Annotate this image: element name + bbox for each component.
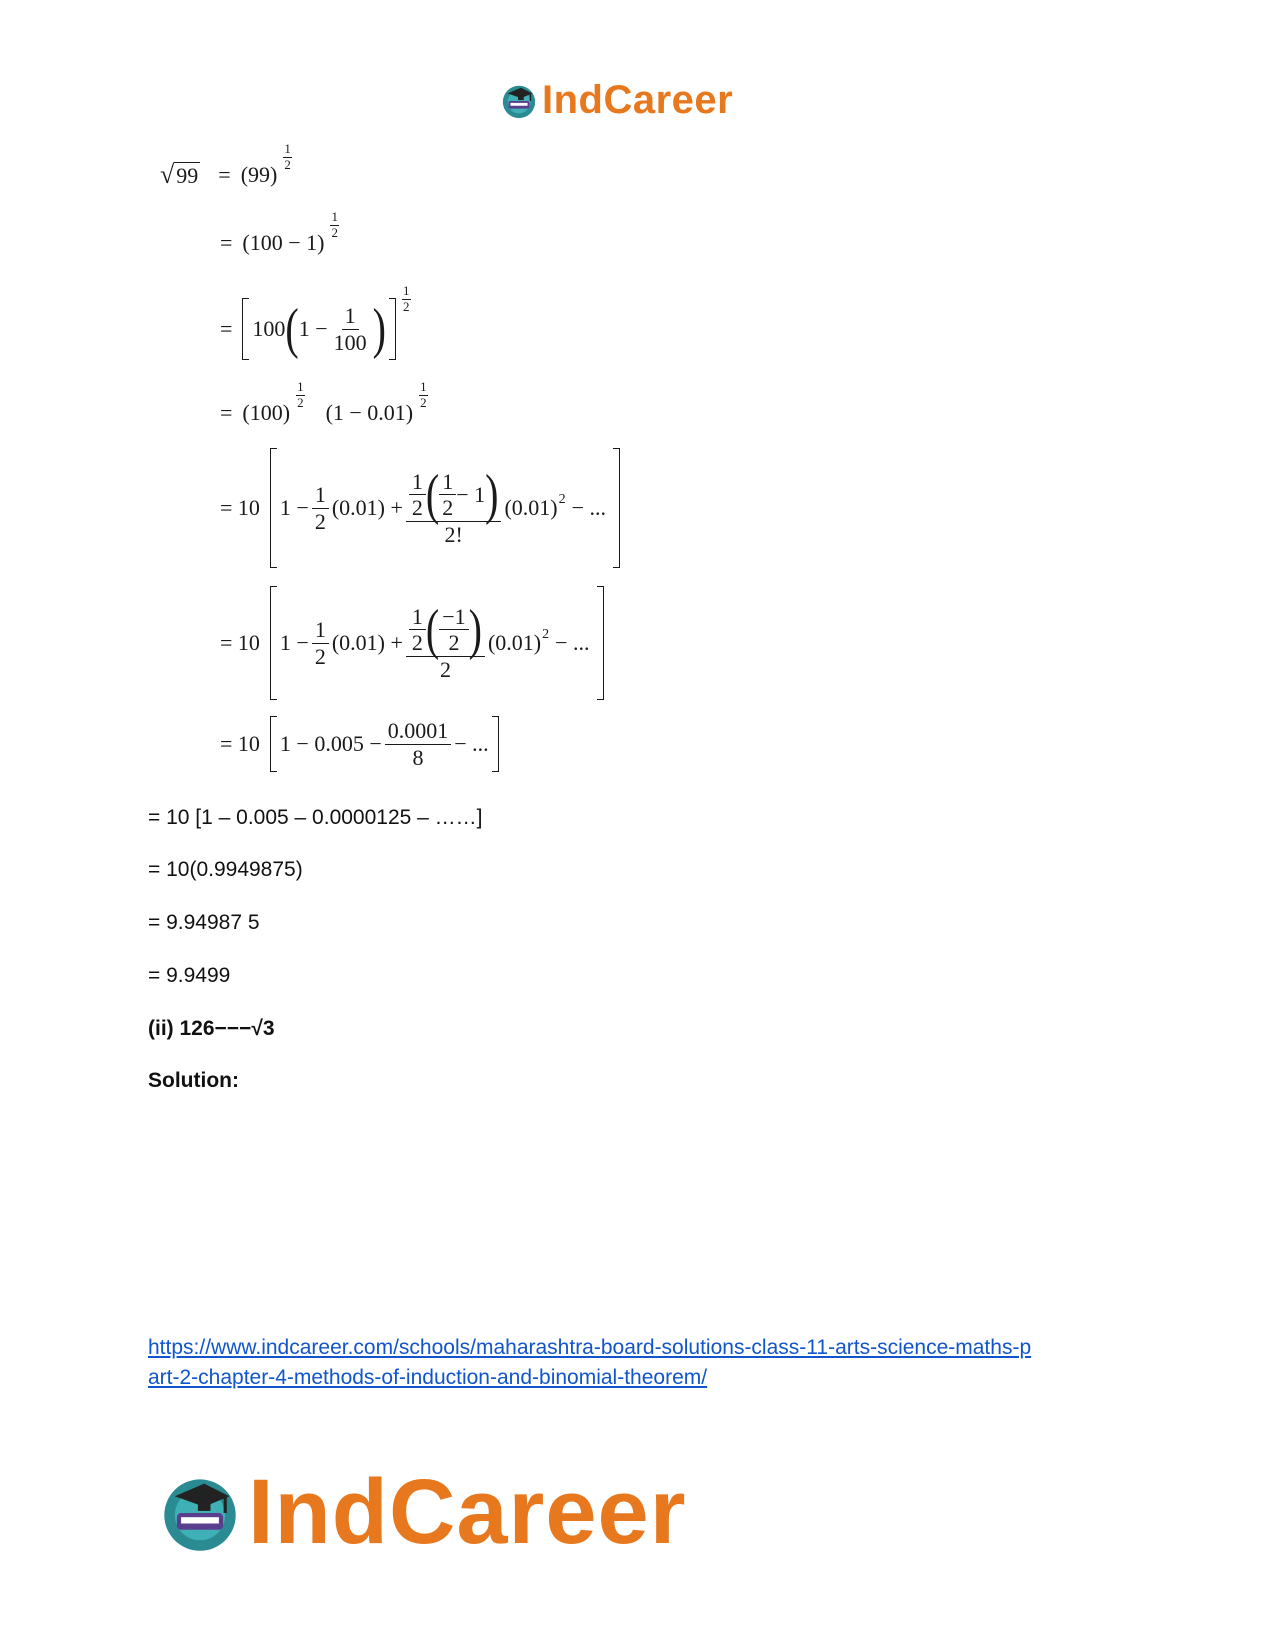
- brand-name-large: IndCareer: [248, 1461, 687, 1563]
- graduation-cap-book-icon: [158, 1471, 242, 1555]
- footer-logo: [158, 1460, 687, 1565]
- math-row-7: = 10 1 − 0.005 − $\frac{0.0001}{8}$ − ...: [220, 716, 499, 772]
- question-heading: (ii) 126−−−√3: [148, 1017, 275, 1040]
- step-line-4: = 9.9499: [148, 964, 231, 987]
- step-line-3: = 9.94987 5: [148, 911, 260, 934]
- math-row-4: = (100) $\frac{1}{2}$ (1 − 0.01) $\frac{1}{2}$: [220, 379, 427, 426]
- math-row-6: = 10 1 − $\frac{1}{2}$ (0.01) + $\frac{1}{2}$ ( $\frac{-1}{2}$ ) 2 (0.01) 2 − ...: [220, 586, 604, 700]
- math-row-5: = 10 1 − $\frac{1}{2}$ (0.01) + $\frac{1}{2}$ ( $\frac{1}{2}$ − 1 ) 2! (0.01) 2 − ...: [220, 448, 620, 568]
- math-row-2: = (100 − 1) $\frac{1}{2}$: [220, 209, 338, 256]
- math-row-3: = 100 ( 1 − $\frac{1}{100}$ ) $\frac{1}{2}$: [220, 282, 410, 360]
- header-logo: [500, 78, 733, 123]
- source-link[interactable]: [148, 1333, 1031, 1393]
- source-link-line-2[interactable]: art-2-chapter-4-methods-of-induction-and-binomial-theorem/: [148, 1366, 708, 1389]
- math-row-1: √ 99 = (99) $\frac{1}{2}$: [160, 141, 291, 189]
- source-link-line-1[interactable]: https://www.indcareer.com/schools/maharashtra-board-solutions-class-11-arts-science-maths-p: [148, 1336, 1032, 1359]
- solution-label: Solution:: [148, 1069, 239, 1092]
- brand-name: IndCareer: [542, 78, 734, 122]
- step-line-1: = 10 [1 – 0.005 – 0.0000125 – ……]: [148, 806, 483, 829]
- square-root: √ 99: [160, 159, 199, 189]
- step-line-2: = 10(0.9949875): [148, 858, 303, 881]
- graduation-cap-book-icon: [500, 82, 538, 120]
